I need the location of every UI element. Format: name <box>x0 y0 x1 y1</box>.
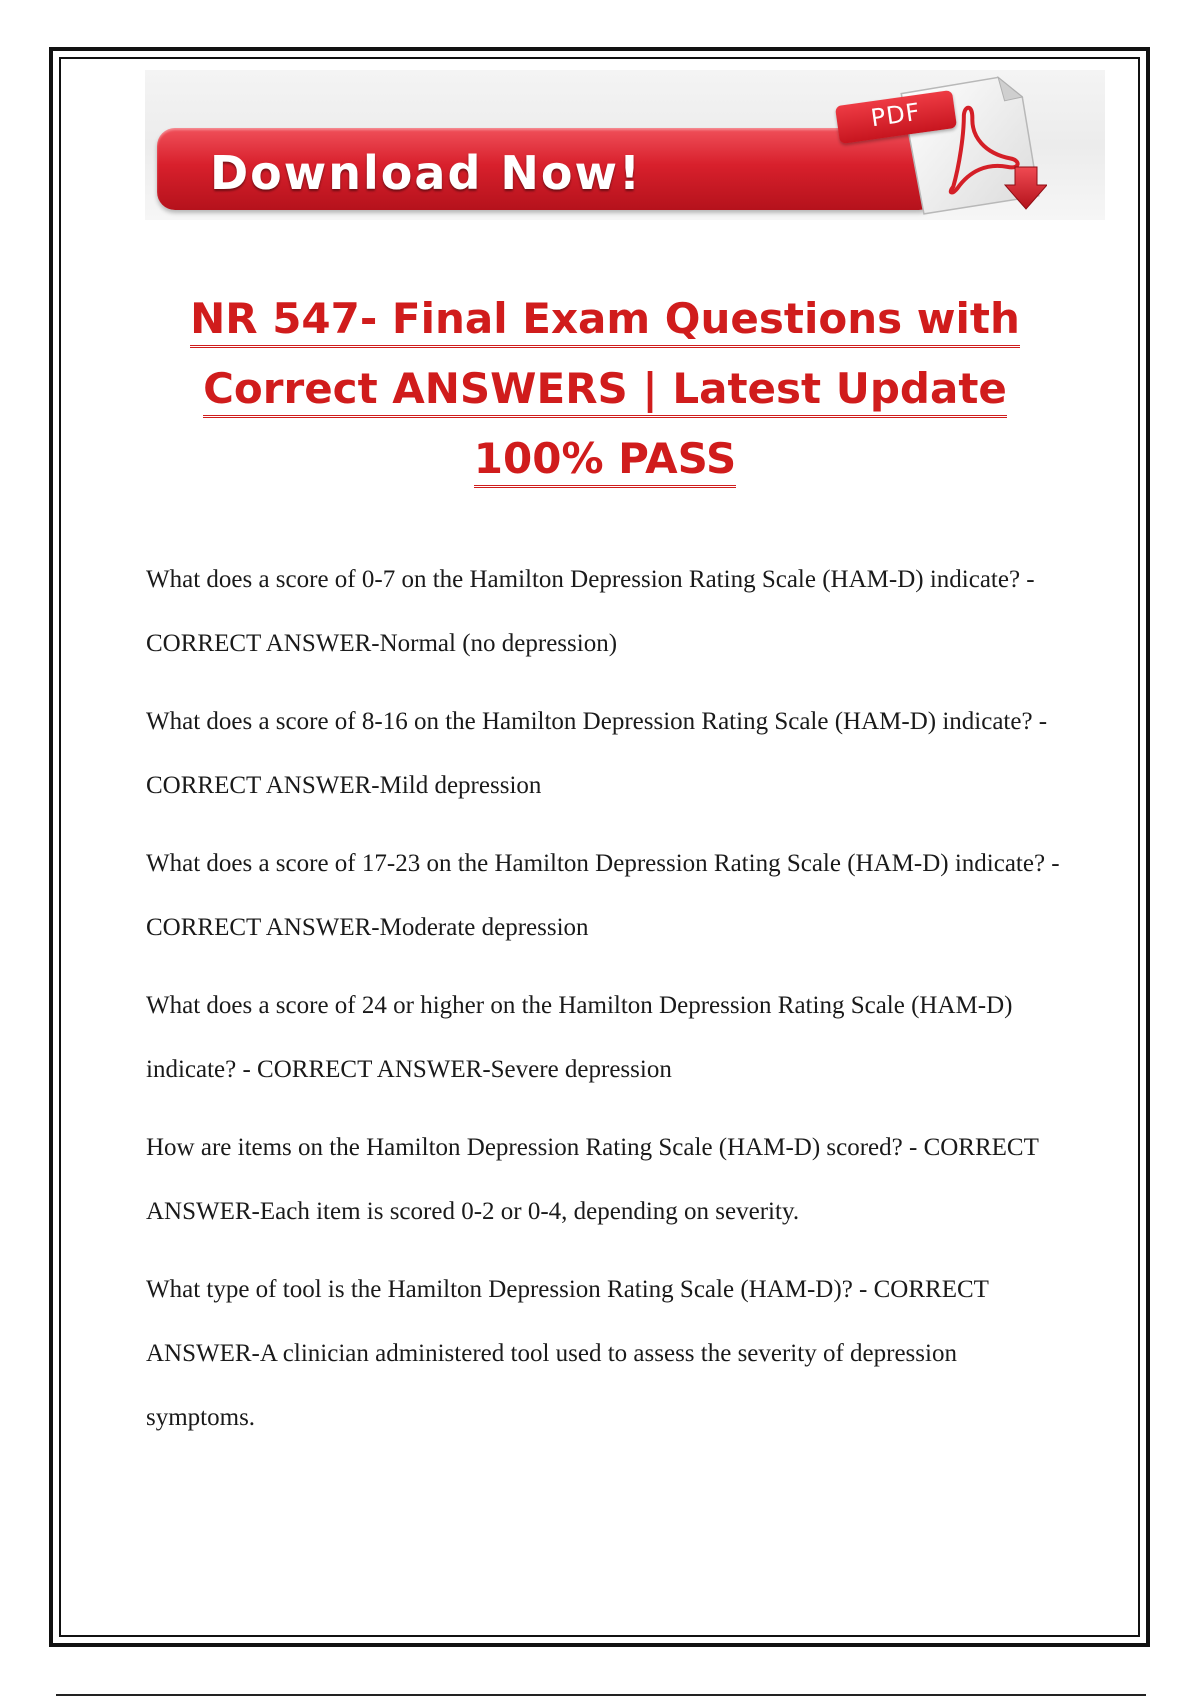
qa-item-5: How are items on the Hamilton Depression Rating Scale (HAM-D) scored? - CORRECT ANSWER-Each item is scored 0-2 or 0-4, depending on severity. <box>146 1134 1039 1225</box>
title-line-3: 100% PASS <box>474 433 736 488</box>
qa-item-4: What does a score of 24 or higher on the Hamilton Depression Rating Scale (HAM-D) indicate? - CORRECT ANSWER-Severe depression <box>146 992 1013 1083</box>
pdf-badge-label: PDF <box>869 97 923 133</box>
qa-item-3: What does a score of 17-23 on the Hamilton Depression Rating Scale (HAM-D) indicate? - CORRECT ANSWER-Moderate depression <box>146 850 1060 941</box>
question-answer-list <box>146 548 1066 1464</box>
qa-item-6: What type of tool is the Hamilton Depression Rating Scale (HAM-D)? - CORRECT ANSWER-A clinician administered tool used to assess the severity of depression symptoms. <box>146 1276 989 1431</box>
document-title <box>150 288 1060 498</box>
qa-item-1: What does a score of 0-7 on the Hamilton Depression Rating Scale (HAM-D) indicate? - CORRECT ANSWER-Normal (no depression) <box>146 566 1035 657</box>
download-banner[interactable] <box>145 70 1105 220</box>
footer-divider <box>56 1694 1146 1696</box>
download-now-label[interactable]: Download Now! <box>210 146 642 200</box>
qa-item-2: What does a score of 8-16 on the Hamilton Depression Rating Scale (HAM-D) indicate? - CORRECT ANSWER-Mild depression <box>146 708 1048 799</box>
title-line-1: NR 547- Final Exam Questions with <box>190 293 1020 348</box>
title-line-2: Correct ANSWERS | Latest Update <box>203 363 1007 418</box>
